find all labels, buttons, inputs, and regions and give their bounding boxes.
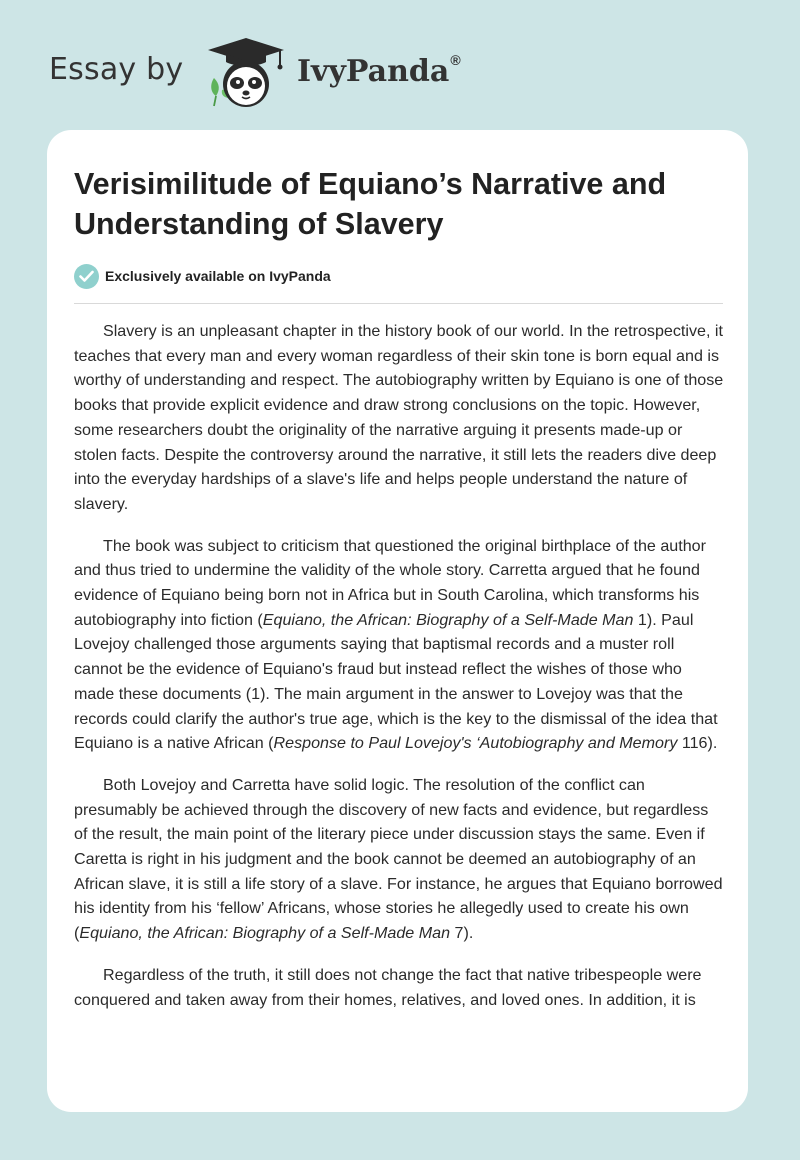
page-title: Verisimilitude of Equiano’s Narrative and Understanding of Slavery bbox=[74, 167, 667, 241]
exclusive-badge bbox=[74, 263, 331, 289]
brand-name[interactable]: IvyPanda® bbox=[297, 52, 461, 89]
check-circle-icon bbox=[74, 264, 99, 289]
essay-by-label: Essay by bbox=[49, 52, 184, 87]
site-header bbox=[0, 0, 800, 130]
divider bbox=[74, 303, 723, 304]
badge-label: Exclusively available on IvyPanda bbox=[105, 268, 331, 284]
paragraph: Slavery is an unpleasant chapter in the history book of our world. In the retrospective, it teaches that every man and every woman regardless of their skin tone is born equal and is worthy of understanding and respect. The autobiography written by Equiano is one of those books that provide explicit evidence and draw strong conclusions on the topic. However, some researchers doubt the originality of the narrative arguing it presents made-up or stolen facts. Despite the controversy around the narrative, it still lets the readers dive deep into the everyday hardships of a slave's life and helps people understand the nature of slavery. bbox=[74, 322, 724, 513]
paragraph: Both Lovejoy and Carretta have solid logic. The resolution of the conflict can presumably be achieved through the discovery of new facts and evidence, but regardless of the result, the main point of the literary piece under discussion stays the same. Even if Caretta is right in his judgment and the book cannot be deemed an autobiography of an African slave, it is still a life story of a slave. For instance, he argues that Equiano borrowed his identity from his ‘fellow’ Africans, whose stories he allegedly used to create his own (Equiano, the African: Biography of a Self-Made Man 7). bbox=[74, 775, 723, 943]
citation-title: Response to Paul Lovejoy's ‘Autobiography and Memory bbox=[273, 734, 678, 753]
paragraph: The book was subject to criticism that questioned the original birthplace of the author and thus tried to undermine the validity of the whole story. Carretta argued that he found evidence of Equiano being born not in Africa but in South Carolina, which transforms his autobiography into fiction (Equiano, the African: Biography of a Self-Made Man 1). Paul Lovejoy challenged those arguments saying that baptismal records and a muster roll cannot be the evidence of Equiano's fraud but instead reflect the wishes of those who made these documents (1). The main argument in the answer to Lovejoy was that the records could clarify the author's true age, which is the key to the dismissal of the idea that Equiano is a native African (Response to Paul Lovejoy's ‘Autobiography and Memory 116). bbox=[74, 536, 718, 753]
citation-title: Equiano, the African: Biography of a Self-Made Man bbox=[79, 924, 451, 943]
essay-body bbox=[74, 319, 726, 1029]
citation-title: Equiano, the African: Biography of a Self-Made Man bbox=[262, 610, 634, 629]
essay-card bbox=[47, 130, 748, 1112]
panda-logo-icon[interactable] bbox=[200, 36, 292, 110]
paragraph: Regardless of the truth, it still does not change the fact that native tribespeople were conquered and taken away from their homes, relatives, and loved ones. In addition, it is bbox=[74, 965, 702, 1009]
